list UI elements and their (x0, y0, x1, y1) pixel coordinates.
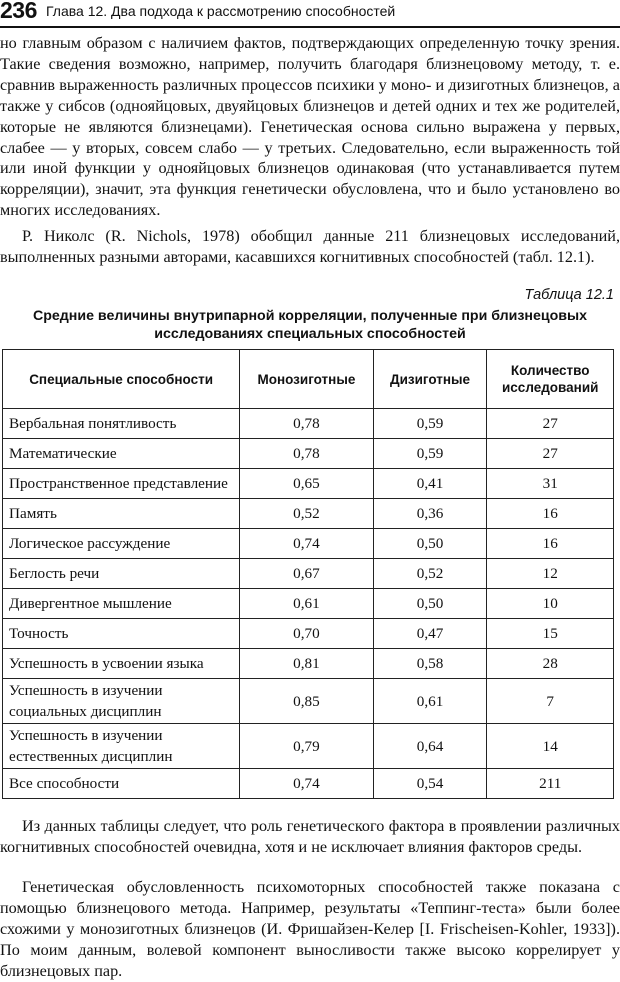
intro-paragraph (0, 33, 620, 221)
cell-ability: Успешность в изучении естественных дисциплин (3, 724, 240, 769)
page-number: 236 (0, 0, 37, 23)
table-header-row (3, 350, 614, 409)
cell-study-count: 10 (487, 589, 614, 619)
cell-ability: Пространственное представление (3, 469, 240, 499)
table-title-line: Средние величины внутрипарной корреляции, полученные при близнецовых (32, 308, 588, 324)
cell-monozygotic: 0,81 (240, 649, 373, 679)
paragraph-text: но главным образом с наличием фактов, подтверждающих определенную точку зрения. Такие сведения возможно, например, получить благодаря близнецовому методу, т. е. сравнив выраженность различных процессов психики у моно- и дизиготных близнецов, а также у сибсов (однояйцовых, двуяйцовых близнецов и детей одних и тех же родителей, которые не являются близнецами). Генетическая основа сильно выражена у первых, слабее — у вторых, совсем слабо — у третьих. Следовательно, если выраженность той или иной функции у однояйцовых близнецов одинаковая (что устанавливается путем корреляции), значит, эта функция генетически обусловлена, что и было установлено во многих исследованиях. (0, 34, 620, 220)
cell-ability: Успешность в изучении социальных дисциплин (3, 679, 240, 724)
cell-ability: Все способности (3, 769, 240, 799)
cell-study-count: 16 (487, 499, 614, 529)
cell-study-count: 15 (487, 619, 614, 649)
cell-monozygotic: 0,78 (240, 409, 373, 439)
table-row (3, 499, 614, 529)
correlation-table (2, 349, 614, 799)
cell-ability: Дивергентное мышление (3, 589, 240, 619)
table-row (3, 769, 614, 799)
cell-ability: Память (3, 499, 240, 529)
cell-monozygotic: 0,85 (240, 679, 373, 724)
cell-dizygotic: 0,50 (373, 589, 487, 619)
table-body (3, 409, 614, 799)
cell-ability: Успешность в усвоении языка (3, 649, 240, 679)
cell-monozygotic: 0,52 (240, 499, 373, 529)
cell-ability: Вербальная понятливость (3, 409, 240, 439)
cell-study-count: 28 (487, 649, 614, 679)
cell-monozygotic: 0,65 (240, 469, 373, 499)
cell-study-count: 211 (487, 769, 614, 799)
cell-ability: Логическое рассуждение (3, 529, 240, 559)
cell-dizygotic: 0,58 (373, 649, 487, 679)
cell-study-count: 31 (487, 469, 614, 499)
table-row (3, 619, 614, 649)
table-row (3, 529, 614, 559)
nichols-paragraph (0, 226, 620, 268)
table-row (3, 409, 614, 439)
table-title (20, 307, 600, 343)
cell-dizygotic: 0,50 (373, 529, 487, 559)
psychomotor-paragraph (0, 877, 620, 982)
conclusion-paragraph (0, 816, 620, 858)
paragraph-text: Р. Николс (R. Nichols, 1978) обобщил данные 211 близнецовых исследований, выполненных разными авторами, касавшихся когнитивных способностей (табл. 12.1). (0, 227, 620, 266)
table-row (3, 724, 614, 769)
cell-ability: Беглость речи (3, 559, 240, 589)
header-monozygotic: Монозиготные (240, 350, 373, 409)
cell-dizygotic: 0,64 (373, 724, 487, 769)
table-row (3, 679, 614, 724)
cell-dizygotic: 0,52 (373, 559, 487, 589)
cell-monozygotic: 0,67 (240, 559, 373, 589)
cell-monozygotic: 0,78 (240, 439, 373, 469)
cell-dizygotic: 0,59 (373, 409, 487, 439)
cell-dizygotic: 0,61 (373, 679, 487, 724)
cell-dizygotic: 0,36 (373, 499, 487, 529)
cell-monozygotic: 0,70 (240, 619, 373, 649)
paragraph-text: Из данных таблицы следует, что роль генетического фактора в проявлении различных когнитивных способностей очевидна, хотя и не исключает влияния факторов среды. (0, 817, 620, 856)
cell-study-count: 16 (487, 529, 614, 559)
cell-monozygotic: 0,79 (240, 724, 373, 769)
table-row (3, 469, 614, 499)
header-study-count: Количество исследований (487, 350, 614, 409)
cell-monozygotic: 0,74 (240, 769, 373, 799)
table-row (3, 439, 614, 469)
header-ability: Специальные способности (3, 350, 240, 409)
cell-study-count: 27 (487, 439, 614, 469)
running-head: Глава 12. Два подхода к рассмотрению способностей (46, 3, 396, 19)
table-row (3, 559, 614, 589)
table-row (3, 589, 614, 619)
cell-dizygotic: 0,41 (373, 469, 487, 499)
table-title-line: исследованиях специальных способностей (154, 326, 466, 342)
cell-study-count: 7 (487, 679, 614, 724)
paragraph-text: Генетическая обусловленность психомоторных способностей также показана с помощью близнецового метода. Например, результаты «Теппинг-теста» были более схожими у монозиготных близнецов (И. Фришайзен-Келер [I. Frischeisen-Kohler, 1933]). По моим данным, волевой компонент выносливости также высоко коррелирует у близнецовых пар. (0, 878, 620, 980)
header-dizygotic: Дизиготные (373, 350, 487, 409)
table-caption: Таблица 12.1 (524, 287, 614, 303)
page-header (0, 0, 620, 28)
cell-dizygotic: 0,54 (373, 769, 487, 799)
cell-monozygotic: 0,74 (240, 529, 373, 559)
cell-ability: Математические (3, 439, 240, 469)
cell-ability: Точность (3, 619, 240, 649)
cell-dizygotic: 0,47 (373, 619, 487, 649)
cell-study-count: 27 (487, 409, 614, 439)
cell-monozygotic: 0,61 (240, 589, 373, 619)
cell-study-count: 14 (487, 724, 614, 769)
table-row (3, 649, 614, 679)
cell-study-count: 12 (487, 559, 614, 589)
cell-dizygotic: 0,59 (373, 439, 487, 469)
